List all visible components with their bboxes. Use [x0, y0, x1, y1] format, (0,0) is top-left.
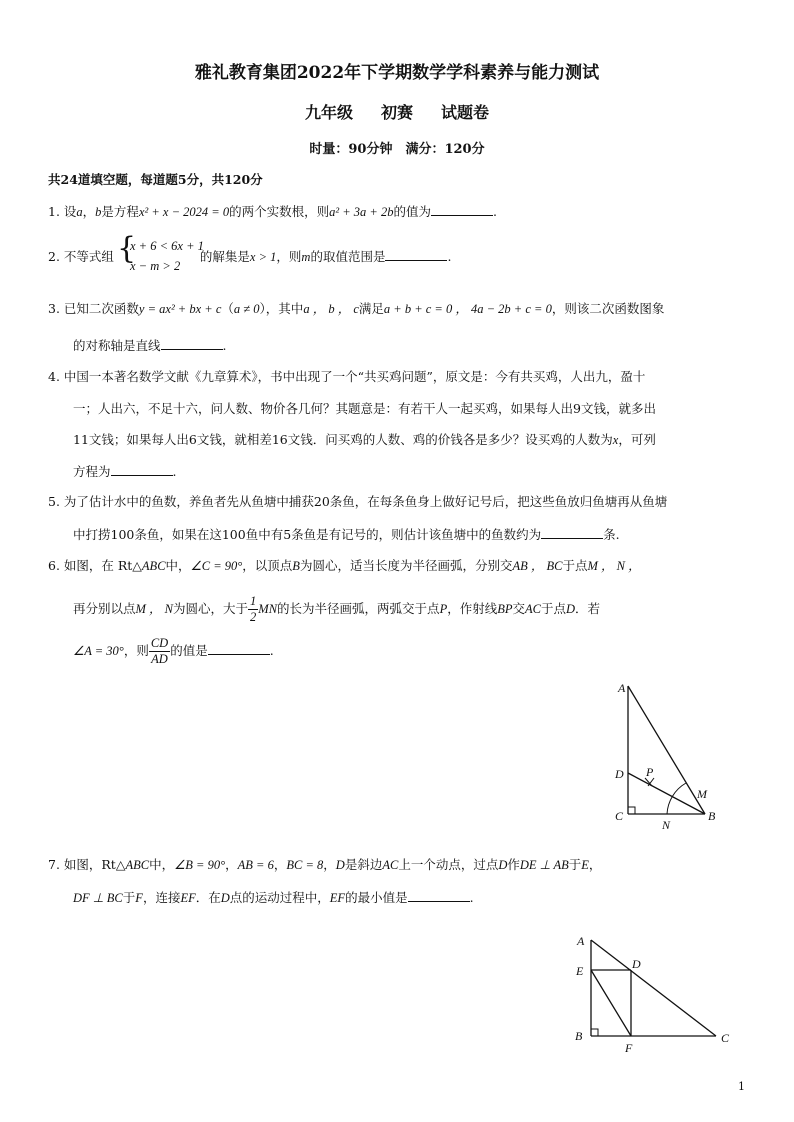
answer-blank-4 — [111, 463, 173, 476]
grade-label: 九年级 — [304, 103, 353, 122]
system-row-2: x − m > 2 — [130, 259, 181, 273]
question-7-line-2: DF ⊥ BC于F，连接EF．在D点的运动过程中，EF的最小值是 . — [73, 890, 474, 905]
question-5-line-2: 中打捞100条鱼，如果在这100鱼中有5条鱼是有记号的，则估计该鱼塘中的鱼数约为 条. — [73, 527, 620, 542]
label-p: P — [646, 765, 654, 779]
label-b: B — [708, 809, 716, 823]
question-5-line-1: 5. 为了估计水中的鱼数，养鱼者先从鱼塘中捕获20条鱼，在每条鱼身上做好记号后，把这些鱼放归鱼塘再从鱼塘 — [48, 494, 668, 509]
question-6-line-2: 再分别以点M ， N为圆心，大于 $\frac{1}{2}$ MN的长为半径画弧，两弧交于点P，作射线BP交AC于点D．若 — [73, 594, 601, 624]
question-3: 3. 已知二次函数y = ax² + bx + c（a ≠ 0），其中a ， b ， c满足a + b + c = 0 ， 4a − 2b + c = 0，则该二次函数图象 — [48, 301, 665, 316]
round-label: 初赛 — [380, 103, 413, 122]
exam-title: 雅礼教育集团2022年下学期数学学科素养与能力测试 — [194, 63, 600, 83]
label-b: B — [575, 1029, 583, 1043]
paper-label: 试题卷 — [441, 103, 490, 122]
page-number: 1 — [738, 1080, 745, 1093]
fraction-half: $\frac{1}{2}$ — [250, 594, 257, 624]
ray-bd — [628, 773, 705, 814]
label-d: D — [632, 957, 641, 971]
exam-subtitle — [0, 100, 794, 123]
question-4-line-1: 4. 中国一本著名数学文献《九章算术》，书中出现了一个“共买鸡问题”，原文是：今有共买鸡，人出九，盈十 — [48, 369, 646, 384]
label-n: N — [662, 818, 671, 832]
label-a: A — [618, 681, 626, 695]
question-4-line-2: 一；人出六，不足十六，问人数、物价各几何？其题意是：有若干人一起买鸡，如果每人出9文钱，就多出 — [73, 401, 656, 416]
question-1: 1. 设a，b是方程x² + x − 2024 = 0的两个实数根，则a² + 3a + 2b的值为 . — [48, 204, 497, 219]
fraction-cd-ad: $\frac{CD}{AD}$ — [150, 636, 169, 666]
system-brace: { — [117, 231, 137, 266]
label-e: E — [576, 964, 584, 978]
segment-ef — [591, 970, 631, 1036]
label-f: F — [625, 1041, 633, 1055]
answer-blank-2 — [385, 248, 447, 261]
answer-blank-7 — [408, 889, 470, 902]
question-4-line-4: 方程为 . — [73, 464, 177, 479]
instructions: 共24道填空题，每道题5分，共120分 — [48, 172, 263, 187]
answer-blank-3 — [161, 337, 223, 350]
answer-blank-1 — [431, 203, 493, 216]
question-6-line-3: ∠A = 30°，则 $\frac{CD}{AD}$ 的值是 . — [73, 636, 274, 666]
question-3-line-2: 的对称轴是直线 . — [73, 338, 227, 353]
label-m: M — [697, 787, 707, 801]
figure-q6-triangle — [600, 676, 730, 836]
time-score-info: 时量：90分钟 满分：120分 — [309, 142, 485, 157]
side-ac — [591, 940, 716, 1036]
side-ab — [628, 686, 705, 814]
label-c: C — [721, 1031, 730, 1045]
label-a: A — [577, 934, 585, 948]
question-2: 2. 不等式组 的解集是x > 1，则m的取值范围是 . — [48, 249, 452, 264]
question-4-line-3: 11文钱；如果每人出6文钱，就相差16文钱．问买鸡的人数、鸡的价钱各是多少？设买鸡的人数为x，可列 — [73, 432, 656, 447]
question-7-line-1: 7. 如图，Rt△ABC中，∠B = 90°，AB = 6，BC = 8，D是斜边AC上一个动点，过点D作DE ⊥ AB于E， — [48, 857, 602, 872]
answer-blank-6 — [208, 642, 270, 655]
answer-blank-5 — [541, 526, 603, 539]
system-row-1: x + 6 < 6x + 1 — [130, 239, 204, 253]
label-d: D — [615, 767, 624, 781]
question-6-line-1: 6. 如图，在 Rt△ABC中，∠C = 90°，以顶点B为圆心，适当长度为半径画弧，分别交AB ， BC于点M ， N ， — [48, 558, 641, 573]
figure-q7-triangle — [568, 930, 738, 1060]
right-angle-mark — [628, 807, 635, 814]
right-angle-mark — [591, 1029, 598, 1036]
label-c: C — [615, 809, 624, 823]
